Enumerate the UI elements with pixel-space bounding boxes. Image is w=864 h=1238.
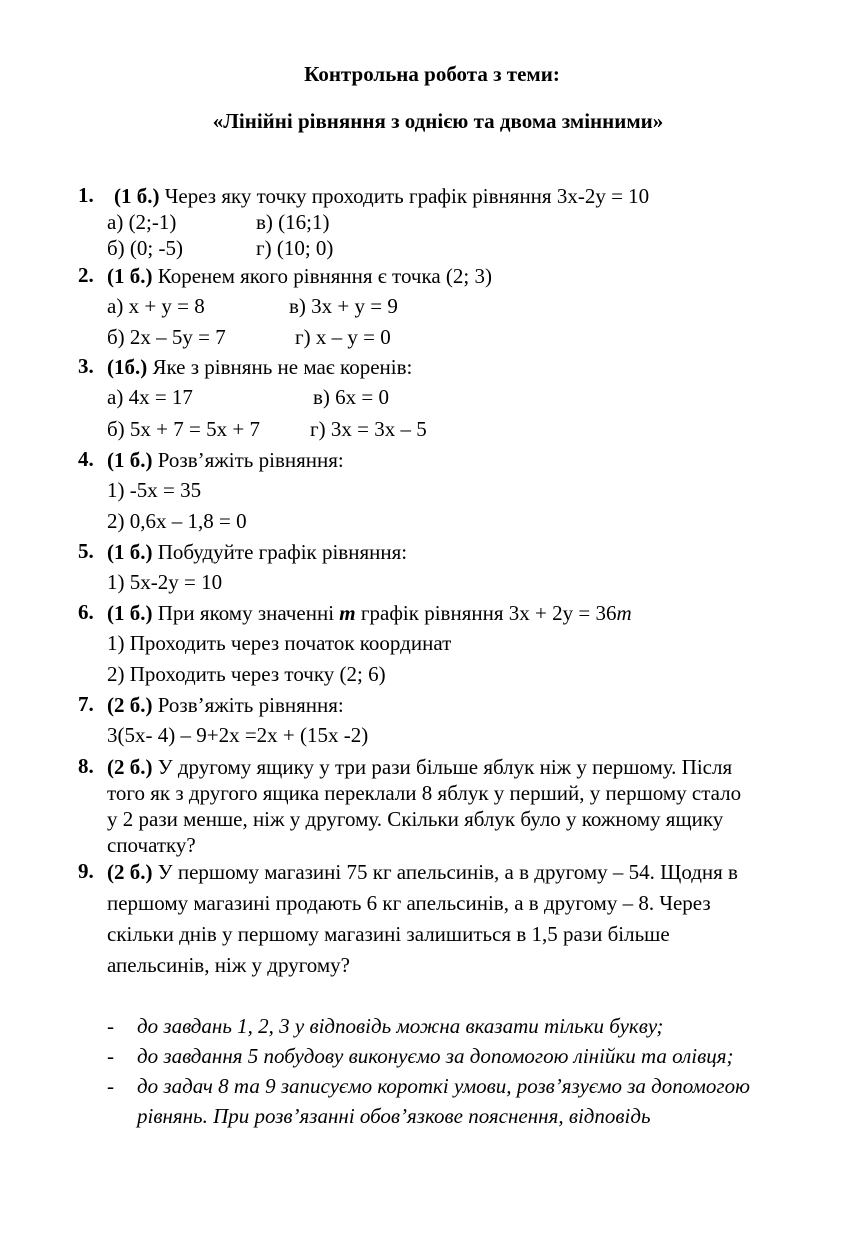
task-number: 3. [78, 354, 94, 378]
task-number: 4. [78, 447, 94, 471]
bullet: - [107, 1074, 114, 1098]
task-number: 7. [78, 692, 94, 716]
task-question [107, 263, 492, 289]
task-points: (2 б.) [107, 860, 153, 884]
task-text: Яке з рівнянь не має коренів: [147, 355, 413, 379]
task-text: Розв’яжіть рівняння: [152, 448, 344, 472]
option-b: б) (0; -5) [107, 236, 183, 260]
task-text-line: спочатку? [107, 833, 196, 857]
task-number: 6. [78, 600, 94, 624]
option-g: г) х – у = 0 [295, 325, 391, 349]
option-v: в) 3х + у = 9 [289, 294, 398, 318]
task-text-line: першому магазині продають 6 кг апельсинів, а в другому – 8. Через [107, 891, 711, 915]
task-points: (2 б.) [107, 693, 153, 717]
task-item: 2) Проходить через точку (2; 6) [107, 662, 386, 686]
task-item: 1) Проходить через початок координат [107, 631, 452, 655]
task-text-line: апельсинів, ніж у другому? [107, 953, 350, 977]
task-question [114, 183, 649, 209]
option-v: в) 6х = 0 [313, 385, 390, 409]
task-text-mid: графік рівняння 3х + 2у = 36 [355, 601, 617, 625]
task-points: (1б.) [107, 355, 148, 379]
task-question [107, 447, 344, 473]
task-points: (1 б.) [107, 601, 153, 625]
option-g: г) 3х = 3х – 5 [310, 417, 427, 441]
task-item: 1) -5х = 35 [107, 478, 202, 502]
option-g: г) (10; 0) [256, 236, 334, 260]
task-question [107, 354, 412, 380]
task-text: У першому магазині 75 кг апельсинів, а в другому – 54. Щодня в [152, 860, 738, 884]
task-text-pre: При якому значенні [152, 601, 340, 625]
variable-m: m [339, 601, 356, 625]
task-points: (2 б.) [107, 755, 153, 779]
task-item: 2) 0,6х – 1,8 = 0 [107, 509, 247, 533]
document-title-line-1: Контрольна робота з теми: [304, 62, 560, 86]
task-number: 9. [78, 859, 94, 883]
task-points: (1 б.) [107, 448, 153, 472]
task-text: Розв’яжіть рівняння: [152, 693, 344, 717]
task-text: Через яку точку проходить графік рівняння 3х-2у = 10 [159, 184, 650, 208]
task-number: 2. [78, 263, 94, 287]
task-text: У другому ящику у три рази більше яблук ніж у першому. Після [152, 755, 733, 779]
option-v: в) (16;1) [256, 210, 330, 234]
note-line: до завдань 1, 2, 3 у відповідь можна вказати тільки букву; [137, 1014, 664, 1038]
bullet: - [107, 1014, 114, 1038]
task-text-line [107, 859, 738, 885]
option-a: а) (2;-1) [107, 210, 177, 234]
task-item: 1) 5х-2у = 10 [107, 570, 223, 594]
task-text-line [107, 754, 732, 780]
variable-m: m [616, 601, 632, 625]
document-title-line-2: «Лінійні рівняння з однією та двома змінними» [212, 109, 664, 133]
option-a: а) х + у = 8 [107, 294, 205, 318]
task-number: 5. [78, 539, 94, 563]
bullet: - [107, 1044, 114, 1068]
task-item: 3(5х- 4) – 9+2х =2х + (15х -2) [107, 723, 369, 747]
option-b: б) 5х + 7 = 5х + 7 [107, 417, 260, 441]
task-number: 1. [78, 183, 94, 207]
task-question [107, 692, 344, 718]
task-text-line: того як з другого ящика переклали 8 яблук у перший, у першому стало [107, 781, 742, 805]
task-text-line: скільки днів у першому магазині залишиться в 1,5 рази більше [107, 922, 670, 946]
task-points: (1 б.) [114, 184, 160, 208]
option-a: а) 4х = 17 [107, 385, 193, 409]
task-number: 8. [78, 754, 94, 778]
note-line: до задач 8 та 9 записуємо короткі умови, розв’язуємо за допомогою [137, 1074, 750, 1098]
task-question [107, 600, 632, 626]
task-text-line: у 2 рази менше, ніж у другому. Скільки яблук було у кожному ящику [107, 807, 724, 831]
task-text: Побудуйте графік рівняння: [152, 540, 408, 564]
note-line: до завдання 5 побудову виконуємо за допомогою лінійки та олівця; [137, 1044, 734, 1068]
task-text: Коренем якого рівняння є точка (2; 3) [152, 264, 493, 288]
note-line: рівнянь. При розв’язанні обов’язкове пояснення, відповідь [137, 1104, 651, 1128]
task-points: (1 б.) [107, 540, 153, 564]
task-question [107, 539, 407, 565]
task-points: (1 б.) [107, 264, 153, 288]
option-b: б) 2х – 5у = 7 [107, 325, 226, 349]
